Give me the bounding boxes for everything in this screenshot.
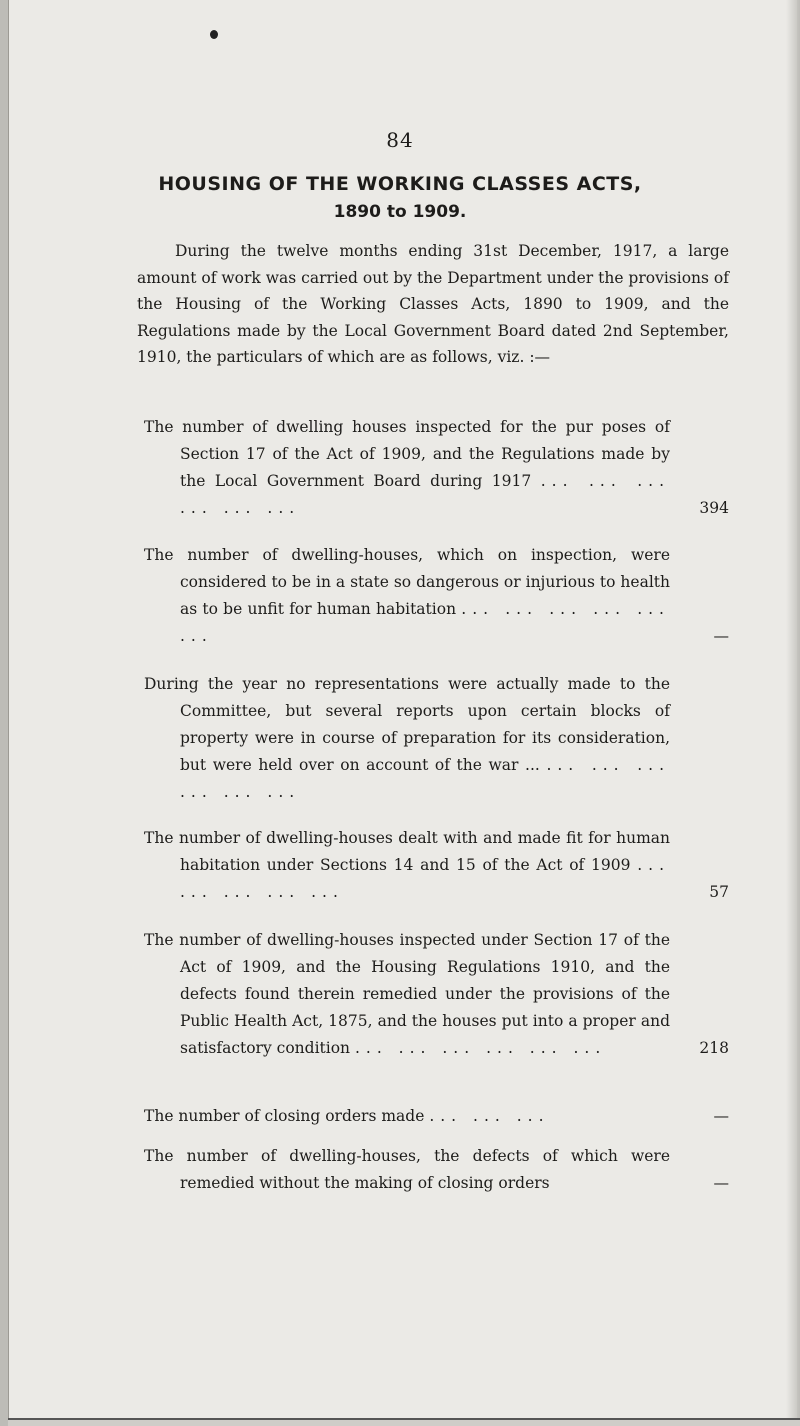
entry-text: During the year no representations were actually made to the Committee, but several reports upon certain blocks of property were in course of preparation for its consideration, but were held over on account of the war ... ... ... ... ... ... ... <box>144 675 670 801</box>
dot-leaders: ... ... ... ... ... ... <box>180 600 670 645</box>
entry-text: The number of dwelling-houses inspected under Section 17 of the Act of 1909, and the Housing Regulations 1910, and the defects found therein remedied under the provisions of the Public Health Act, 1875, and the houses put into a proper and satisfactory condition ... ... ... ... ... ... <box>144 931 670 1057</box>
entry-value: 394 <box>699 499 729 517</box>
entry-value: 57 <box>709 883 729 901</box>
entry-remedied-without-orders <box>144 1143 729 1197</box>
entry-representations <box>144 671 729 806</box>
dot-leaders: ... ... ... <box>429 1107 550 1125</box>
page-subtitle: 1890 to 1909. <box>333 202 467 222</box>
page-edge-shadow <box>786 0 800 1426</box>
dot-leaders: ... ... ... ... ... ... <box>180 756 670 801</box>
entry-value: — <box>713 627 729 645</box>
entry-text: The number of dwelling houses inspected for the pur poses of Section 17 of the Act of 1909, and the Regulations made by the Local Government Board during 1917 ... ... ... ... ... ... <box>144 418 670 517</box>
intro-paragraph: During the twelve months ending 31st December, 1917, a large amount of work was carried out by the Department under the provisions of the Housing of the Working Classes Acts, 1890 to 1909, and the Regulations made by the Local Government Board dated 2nd September, 1910, the particulars of which are as follows, viz. :— <box>137 242 729 366</box>
entry-closing-orders <box>144 1103 729 1130</box>
dot-leaders: ... ... ... ... ... ... <box>180 472 670 517</box>
entry-text: The number of dwelling-houses dealt with and made fit for human habitation under Sections 14 and 15 of the Act of 1909 ... ... ... ... ... <box>144 829 670 901</box>
entry-value: — <box>713 1107 729 1125</box>
entry-value: — <box>713 1174 729 1192</box>
ink-dot <box>210 30 218 39</box>
entry-text: The number of dwelling-houses, which on inspection, were considered to be in a state so dangerous or injurious to health as to be unfit for human habitation ... ... ... ... ... ... <box>144 546 670 645</box>
entry-made-fit <box>144 825 729 906</box>
dot-leaders: ... ... ... ... ... <box>180 856 670 901</box>
dot-leaders: ... ... ... ... ... ... <box>354 1039 607 1057</box>
page-bottom-edge <box>8 1418 800 1426</box>
entry-value: 218 <box>699 1039 729 1057</box>
entry-text: The number of closing orders made ... ... ... <box>144 1107 550 1125</box>
entry-defects-remedied <box>144 927 729 1062</box>
entry-unfit-houses <box>144 542 729 650</box>
entry-inspected-houses <box>144 414 729 522</box>
page-number: 84 <box>386 128 414 152</box>
entry-text: The number of dwelling-houses, the defects of which were remedied without the making of closing orders <box>144 1147 670 1192</box>
page-title: HOUSING OF THE WORKING CLASSES ACTS, <box>158 173 642 195</box>
